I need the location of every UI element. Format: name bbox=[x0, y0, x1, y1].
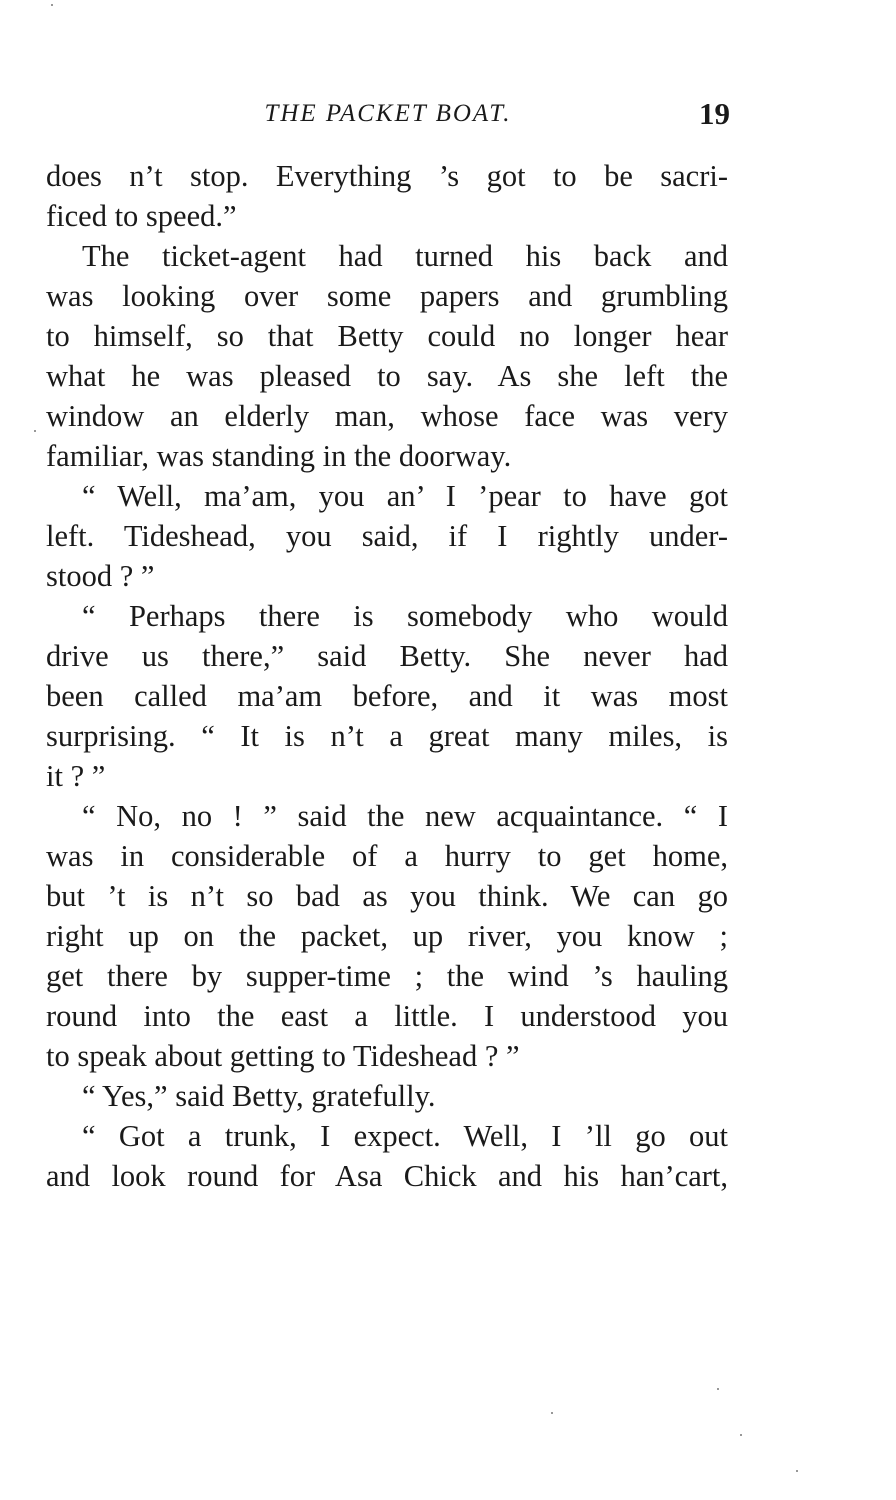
paper-speck bbox=[740, 1434, 742, 1436]
text-line: The ticket-agent had turned his back and bbox=[82, 239, 728, 273]
text-line: stood ? ” bbox=[46, 559, 155, 593]
text-line: get there by supper-time ; the wind ’s hauling bbox=[46, 959, 728, 993]
text-line: ficed to speed.” bbox=[46, 199, 237, 233]
text-line: and look round for Asa Chick and his han’cart, bbox=[46, 1159, 728, 1193]
text-line: “ Got a trunk, I expect. Well, I ’ll go out bbox=[82, 1119, 728, 1153]
body-text bbox=[46, 156, 728, 1196]
paper-speck bbox=[34, 430, 36, 432]
text-line: to himself, so that Betty could no longer hear bbox=[46, 319, 728, 353]
text-line: right up on the packet, up river, you know ; bbox=[46, 919, 728, 953]
text-line: surprising. “ It is n’t a great many miles, is bbox=[46, 719, 728, 753]
paper-speck bbox=[796, 1470, 798, 1472]
paper-speck bbox=[51, 4, 53, 6]
text-line: but ’t is n’t so bad as you think. We can go bbox=[46, 879, 728, 913]
text-line: familiar, was standing in the doorway. bbox=[46, 439, 512, 473]
text-line: was looking over some papers and grumbling bbox=[46, 279, 728, 313]
text-line: “ Well, ma’am, you an’ I ’pear to have got bbox=[82, 479, 728, 513]
text-line: been called ma’am before, and it was most bbox=[46, 679, 728, 713]
paper-speck bbox=[551, 1412, 553, 1414]
text-line: drive us there,” said Betty. She never had bbox=[46, 639, 728, 673]
text-line: what he was pleased to say. As she left the bbox=[46, 359, 728, 393]
running-head bbox=[46, 96, 730, 136]
text-line: was in considerable of a hurry to get home, bbox=[46, 839, 728, 873]
text-line: “ Perhaps there is somebody who would bbox=[82, 599, 728, 633]
text-line: to speak about getting to Tideshead ? ” bbox=[46, 1039, 520, 1073]
text-line: “ Yes,” said Betty, gratefully. bbox=[82, 1079, 436, 1113]
page-number: 19 bbox=[699, 96, 730, 131]
paper-speck bbox=[717, 1388, 719, 1390]
text-line: does n’t stop. Everything ’s got to be sacri- bbox=[46, 159, 728, 193]
text-line: round into the east a little. I understood you bbox=[46, 999, 728, 1033]
text-line: it ? ” bbox=[46, 759, 106, 793]
running-title: THE PACKET BOAT. bbox=[264, 100, 512, 127]
text-line: window an elderly man, whose face was very bbox=[46, 399, 728, 433]
text-line: “ No, no ! ” said the new acquaintance. “ I bbox=[82, 799, 728, 833]
text-line: left. Tideshead, you said, if I rightly under- bbox=[46, 519, 728, 553]
